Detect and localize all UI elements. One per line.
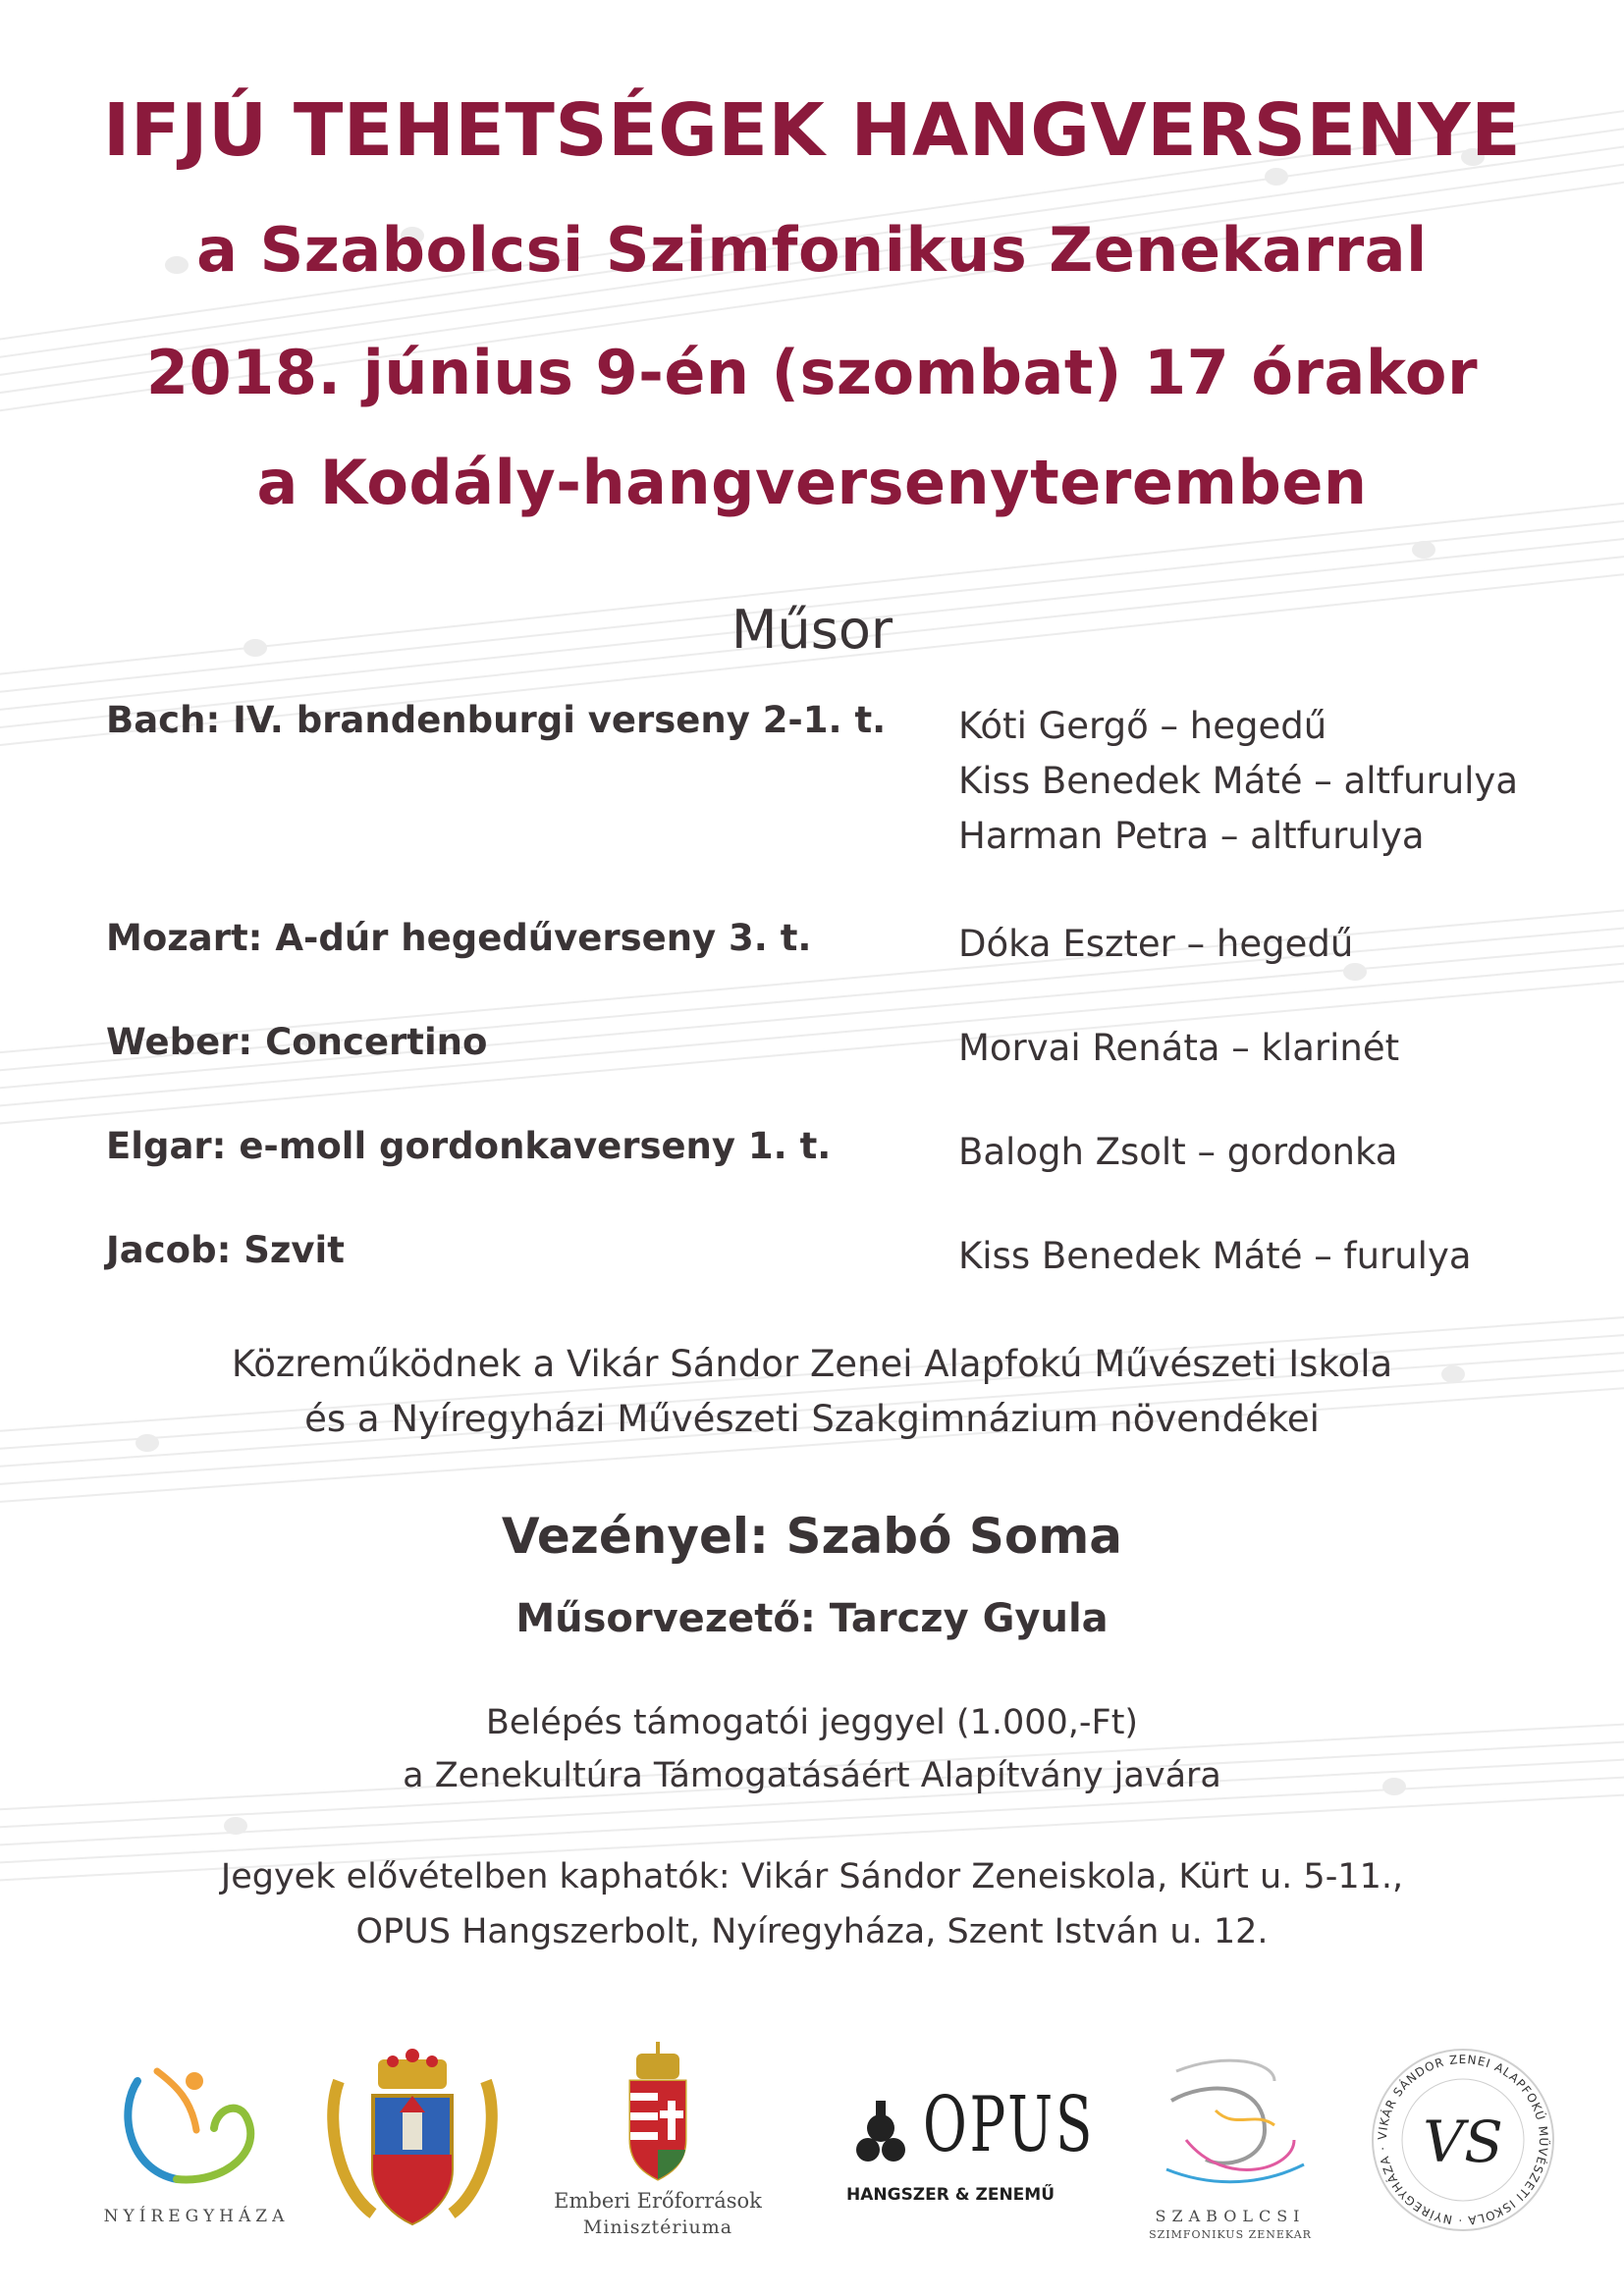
program-piece: Weber: Concertino (106, 1021, 488, 1063)
emmi-logo (520, 2042, 795, 2248)
entry-line: a Zenekultúra Támogatásáért Alapítvány javára (403, 1756, 1221, 1795)
orchestra-emblem-icon (1147, 2042, 1314, 2199)
ticket-line: Jegyek elővételben kaphatók: Vikár Sándor Zeneiskola, Kürt u. 5-11., (220, 1857, 1404, 1896)
orchestra-caption-line1: SZABOLCSI (1155, 2207, 1306, 2225)
program-performers (958, 1021, 1399, 1076)
entry-line: Belépés támogatói jeggyel (1.000,-Ft) (485, 1703, 1139, 1742)
orchestra-caption-line2: SZIMFONIKUS ZENEKAR (1149, 2228, 1312, 2241)
coat-of-arms-icon (319, 2042, 506, 2238)
program-heading: Műsor (731, 599, 893, 661)
performer: Morvai Renáta – klarinét (958, 1027, 1400, 1069)
szabolcsi-orchestra-logo (1147, 2042, 1314, 2248)
program-piece: Mozart: A-dúr hegedűverseny 3. t. (106, 917, 812, 959)
concert-date: 2018. június 9-én (szombat) 17 órakor (145, 337, 1479, 408)
performer: Kiss Benedek Máté – altfurulya (958, 760, 1518, 802)
opus-emblem-icon (846, 2101, 915, 2179)
performer: Kiss Benedek Máté – furulya (958, 1235, 1472, 1277)
orchestra-subtitle: a Szabolcsi Szimfonikus Zenekarral (196, 214, 1428, 286)
sponsor-logos (0, 2042, 1624, 2268)
performer: Balogh Zsolt – gordonka (958, 1131, 1398, 1173)
program-piece: Bach: IV. brandenburgi verseny 2-1. t. (106, 699, 887, 741)
concert-title: IFJÚ TEHETSÉGEK HANGVERSENYE (102, 88, 1522, 173)
seal-ring-text: VIKÁR SÁNDOR ZENEI ALAPFOKÚ MŰVÉSZETI ISKOLA · NYÍREGYHÁZA · (1375, 2052, 1551, 2228)
program-piece: Elgar: e-moll gordonkaverseny 1. t. (106, 1125, 832, 1167)
opus-subtitle: HANGSZER & ZENEMŰ (846, 2185, 1056, 2205)
opus-name: OPUS (923, 2081, 1096, 2169)
host: Műsorvezető: Tarczy Gyula (515, 1596, 1109, 1641)
program-performers (958, 1229, 1472, 1284)
program-performers (958, 917, 1353, 972)
nyiregyhaza-logo (98, 2042, 295, 2238)
collaborators-line: és a Nyíregyházi Művészeti Szakgimnázium növendékei (304, 1398, 1320, 1440)
seal-letters: VS (1423, 2109, 1503, 2175)
conductor: Vezényel: Szabó Soma (501, 1508, 1123, 1565)
emmi-caption-line1: Emberi Erőforrások (554, 2189, 762, 2213)
ticket-line: OPUS Hangszerbolt, Nyíregyháza, Szent István u. 12. (355, 1912, 1269, 1951)
emmi-caption-line2: Minisztériuma (582, 2216, 733, 2238)
performer: Kóti Gergő – hegedű (958, 705, 1327, 747)
hungarian-coat-of-arms-icon (520, 2042, 795, 2189)
collaborators-note (0, 1337, 1624, 1447)
program-piece: Jacob: Szvit (106, 1229, 345, 1271)
school-seal-icon (1365, 2042, 1561, 2238)
performer: Dóka Eszter – hegedű (958, 923, 1354, 965)
entry-info (0, 1696, 1624, 1802)
program-performers (958, 1125, 1397, 1180)
nyiregyhaza-caption: NYÍREGYHÁZA (103, 2207, 290, 2226)
concert-venue: a Kodály-hangversenyteremben (256, 447, 1368, 518)
program-performers (958, 699, 1518, 864)
ticket-info (0, 1849, 1624, 1959)
opus-logo (846, 2081, 1096, 2248)
collaborators-line: Közreműködnek a Vikár Sándor Zenei Alapfokú Művészeti Iskola (231, 1343, 1393, 1385)
vikar-school-seal (1365, 2042, 1561, 2238)
performer: Harman Petra – altfurulya (958, 815, 1425, 857)
city-coat-of-arms (319, 2042, 506, 2238)
nyiregyhaza-emblem-icon (98, 2042, 295, 2199)
